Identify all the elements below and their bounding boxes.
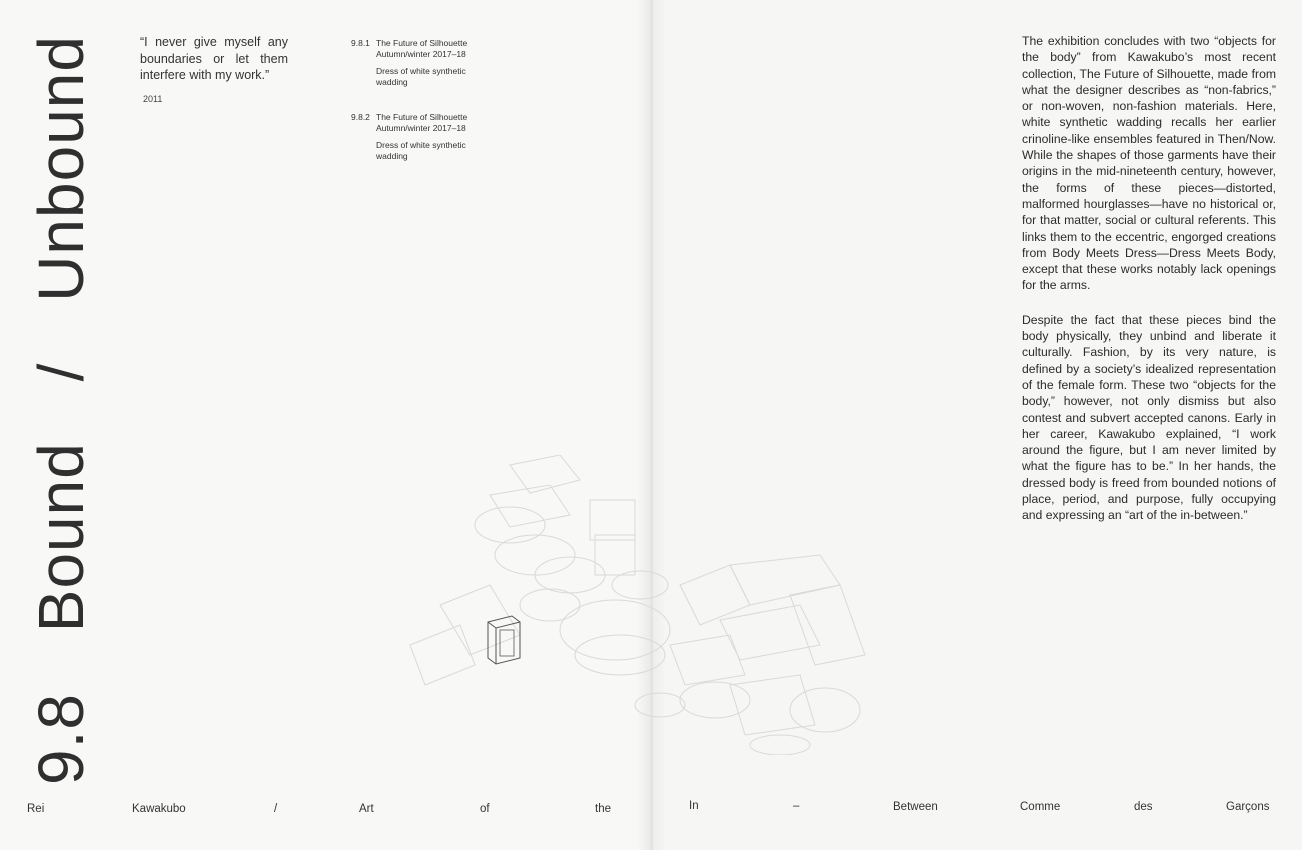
caption-collection: The Future of Silhouette bbox=[376, 38, 468, 48]
footer-word: Art bbox=[359, 803, 374, 815]
section-title-vertical bbox=[24, 35, 98, 785]
section-number: 9.8 bbox=[25, 693, 97, 785]
caption-description: Dress of white synthetic wadding bbox=[376, 66, 466, 87]
caption-title bbox=[376, 38, 486, 60]
essay-text bbox=[1022, 33, 1276, 524]
footer-word: In bbox=[689, 800, 699, 812]
caption-number: 9.8.1 bbox=[351, 38, 370, 48]
caption-number: 9.8.2 bbox=[351, 112, 370, 122]
caption-season: Autumn/winter 2017–18 bbox=[376, 49, 466, 59]
designer-quote: “I never give myself any boundaries or let them interfere with my work.” bbox=[140, 35, 288, 82]
essay-paragraph-2: Despite the fact that these pieces bind the body physically, they unbind and liberate it culturally. Fashion, by its very nature, is defined by a society’s idealized representation of the female form. These two “objects for the body,” however, not only dismiss but also contest and subvert accepted canons. Early in her career, Kawakubo explained, “I work around the figure, but I am never limited by what the figure has to be.” In her hands, the dressed body is freed from bounded notions of place, period, and purpose, fully occupying and expressing an “art of the in-between.” bbox=[1022, 312, 1276, 523]
caption-collection: The Future of Silhouette bbox=[376, 112, 468, 122]
footer-word: of bbox=[480, 803, 490, 815]
display-case-drawing bbox=[484, 612, 524, 672]
footer-word: Garçons bbox=[1226, 801, 1270, 813]
exhibition-floorplan-drawing bbox=[400, 455, 880, 755]
quote-year: 2011 bbox=[143, 94, 163, 104]
footer-word: / bbox=[274, 803, 278, 815]
section-title-slash: / bbox=[25, 362, 97, 382]
essay-paragraph-1: The exhibition concludes with two “objects for the body” from Kawakubo’s most recent collection, The Future of Silhouette, made from what the designer describes as “non-fabrics,” or non-woven, non-fashion materials. Here, white synthetic wadding recalls her earlier crinoline-like ensembles featured in Then/Now. While the shapes of those garments have their origins in the mid-nineteenth century, however, the forms of these pieces—distorted, malformed hourglasses—have no historical or, for that matter, social or cultural referents. This links them to the eccentric, engorged creations from Body Meets Dress—Dress Meets Body, except that these works notably lack openings for the arms. bbox=[1022, 34, 1276, 293]
footer-word: des bbox=[1134, 801, 1153, 813]
caption-description: Dress of white synthetic wadding bbox=[376, 140, 466, 161]
footer-word: the bbox=[595, 803, 611, 815]
footer-word: Comme bbox=[1020, 801, 1061, 813]
caption-title bbox=[376, 112, 486, 134]
footer-word: Rei bbox=[27, 803, 45, 815]
section-title-word-unbound: Unbound bbox=[25, 35, 97, 302]
section-title-word-bound: Bound bbox=[25, 442, 97, 633]
footer-word: Between bbox=[893, 801, 938, 813]
caption-season: Autumn/winter 2017–18 bbox=[376, 123, 466, 133]
footer-word: Kawakubo bbox=[132, 803, 186, 815]
footer-word: – bbox=[793, 800, 800, 812]
